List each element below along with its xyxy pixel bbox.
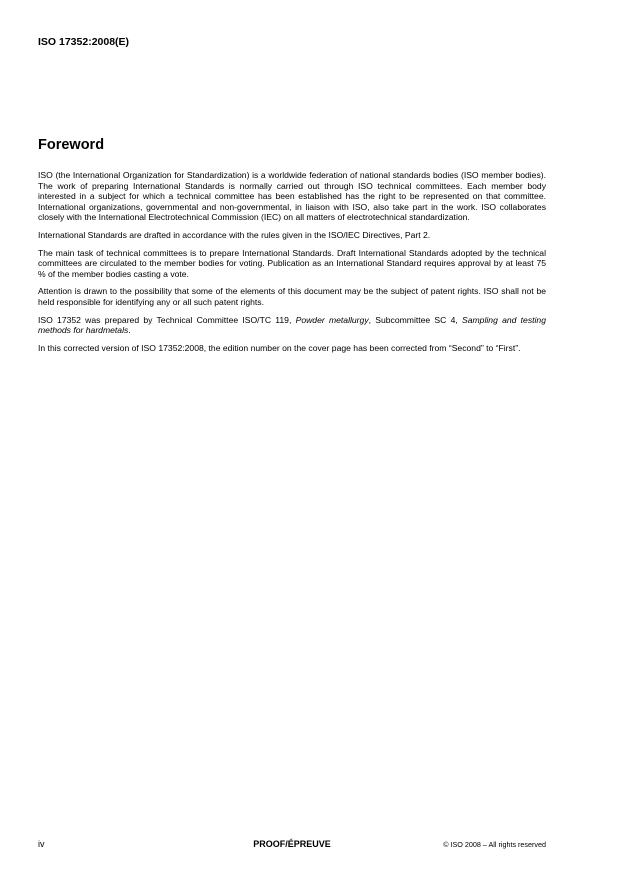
committee-title: Powder metallurgy [295, 314, 369, 325]
document-id: ISO 17352:2008(E) [38, 36, 130, 48]
paragraph-6: In this corrected version of ISO 17352:2008, the edition number on the cover page has been corrected from “Second” to “First”. [38, 342, 521, 353]
foreword-body [38, 170, 546, 360]
copyright-notice: © ISO 2008 – All rights reserved [443, 840, 546, 849]
page-footer [38, 839, 546, 853]
p5-text-a: ISO 17352 was prepared by Technical Committee ISO/TC 119, [38, 314, 296, 325]
p5-text-e: . [128, 325, 131, 336]
paragraph-3: The main task of technical committees is to prepare International Standards. Draft International Standards adopted by the technical committees are circulated to the member bodies for voting. Publication as an International Standard requires approval by at least 75 % of the member bodies casting a vote. [38, 247, 546, 279]
subcommittee-title: Sampling and testing methods for hardmetals [38, 314, 546, 336]
paragraph-1: ISO (the International Organization for Standardization) is a worldwide federation of national standards bodies (ISO member bodies). The work of preparing International Standards is normally carried out through ISO technical committees. Each member body interested in a subject for which a technical committee has been established has the right to be represented on that committee. International organizations, governmental and non-governmental, in liaison with ISO, also take part in the work. ISO collaborates closely with the International Electrotechnical Commission (IEC) on all matters of electrotechnical standardization. [38, 170, 546, 223]
paragraph-2: International Standards are drafted in accordance with the rules given in the ISO/IEC Directives, Part 2. [38, 229, 431, 240]
page-number: iv [38, 839, 45, 849]
p5-text-c: , Subcommittee SC 4, [368, 314, 463, 325]
proof-label: PROOF/ÉPREUVE [253, 839, 331, 849]
section-title: Foreword [38, 137, 105, 153]
paragraph-4: Attention is drawn to the possibility that some of the elements of this document may be the subject of patent rights. ISO shall not be held responsible for identifying any or all such patent rights. [38, 286, 546, 307]
paragraph-5 [38, 315, 546, 336]
